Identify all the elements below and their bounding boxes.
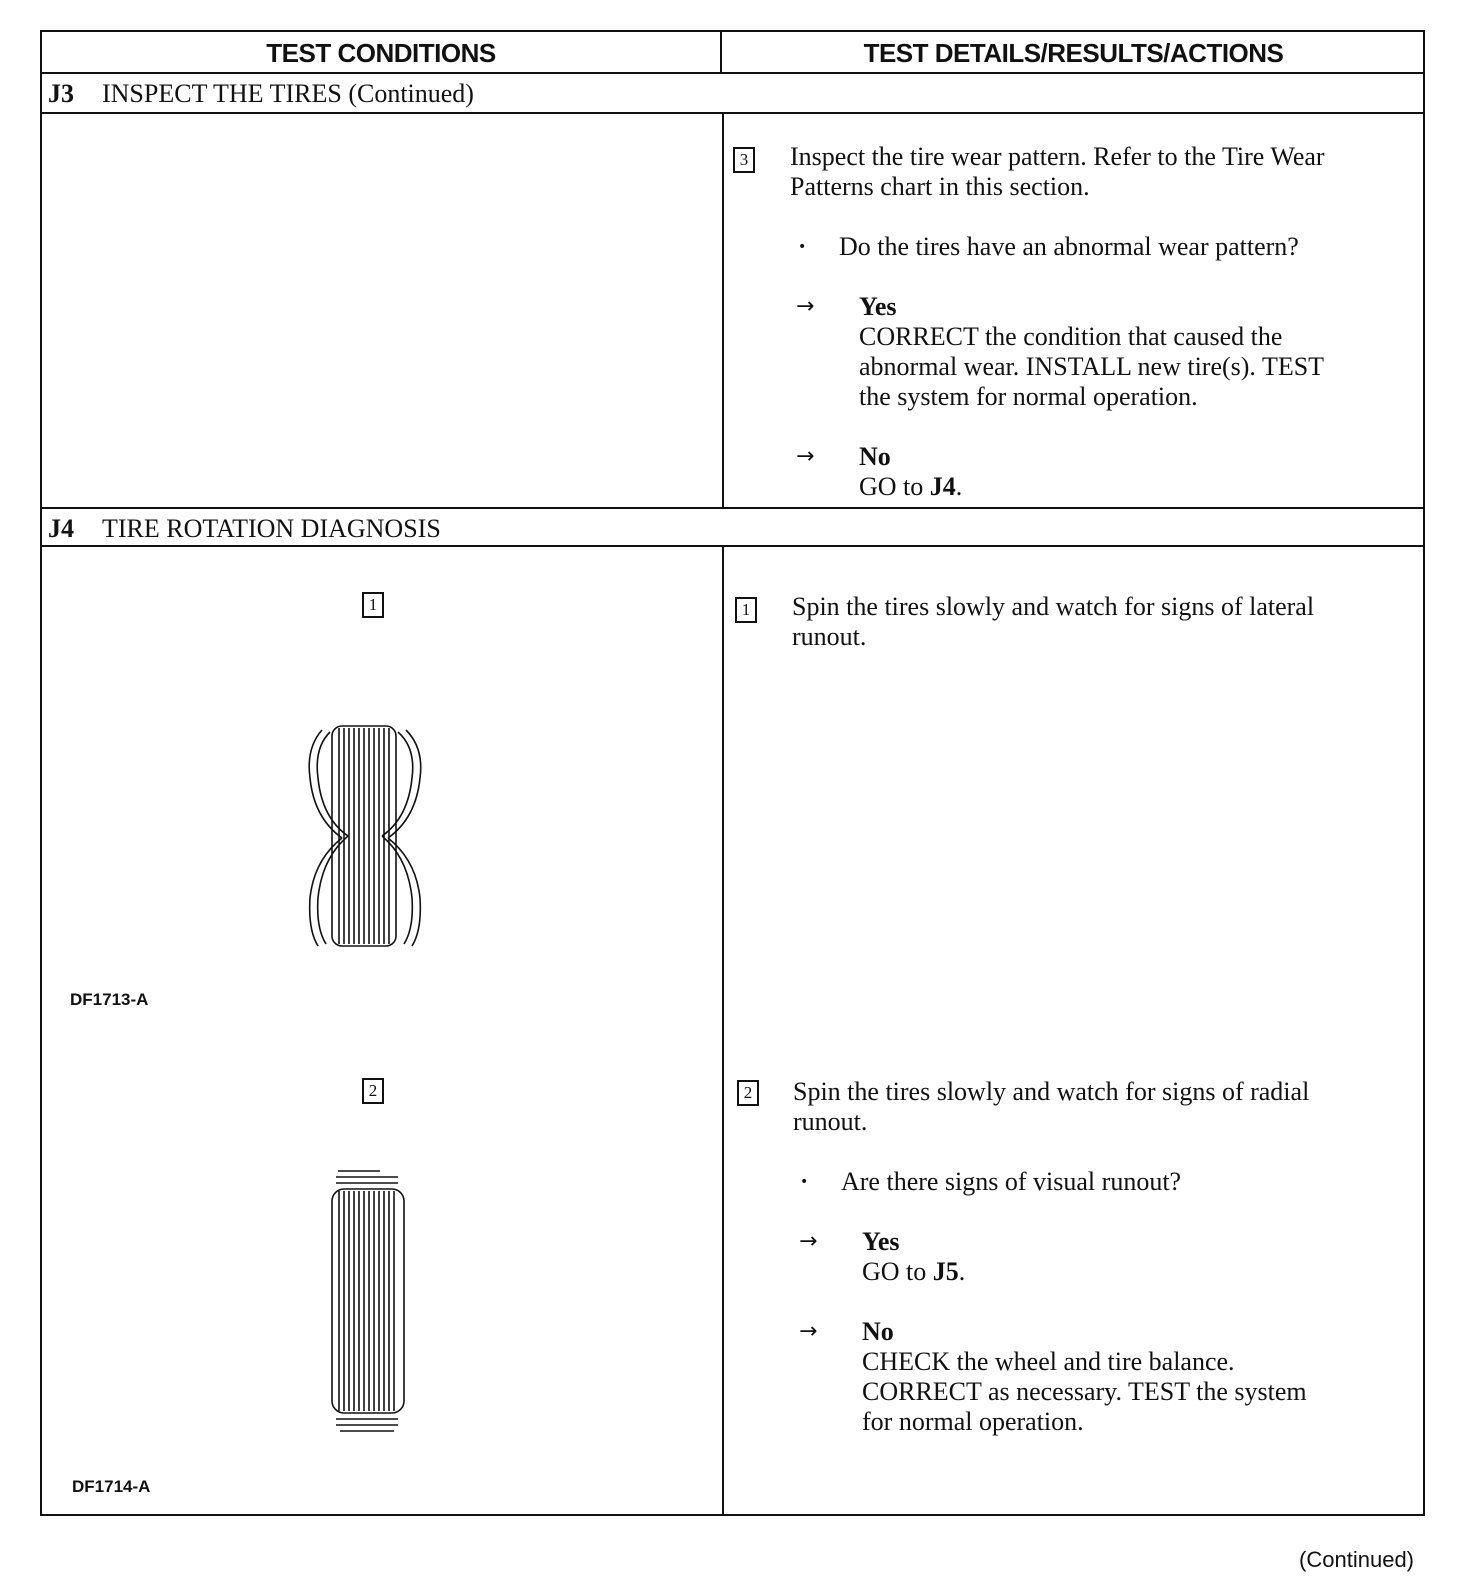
section-title: TIRE ROTATION DIAGNOSIS (102, 514, 441, 543)
step-number-box: 2 (737, 1080, 759, 1106)
header-test-conditions: TEST CONDITIONS (42, 32, 722, 74)
figure-label: DF1714-A (72, 1477, 151, 1496)
step-instruction: Spin the tires slowly and watch for signs of radial runout. (793, 1077, 1310, 1136)
step-question: Do the tires have an abnormal wear pattern? (839, 232, 1299, 261)
column-divider (722, 547, 724, 1514)
section-row-j4 (42, 507, 1423, 547)
yes-branch: Yes CORRECT the condition that caused the abnormal wear. INSTALL new tire(s). TEST the system for normal operation. (859, 292, 1325, 411)
no-branch: No CHECK the wheel and tire balance. CORRECT as necessary. TEST the system for normal operation. (862, 1317, 1307, 1436)
step-question: Are there signs of visual runout? (841, 1167, 1182, 1196)
no-branch: No GO to J4. (859, 442, 963, 501)
arrow-right-icon: → (799, 1229, 818, 1254)
section-title: INSPECT THE TIRES (Continued) (102, 79, 474, 108)
tire-lateral-runout-icon (304, 718, 432, 954)
section-id: J4 (48, 514, 74, 543)
yes-branch: Yes GO to J5. (862, 1227, 966, 1286)
tire-radial-runout-icon (324, 1167, 414, 1433)
step-instruction: Inspect the tire wear pattern. Refer to the Tire Wear Patterns chart in this section. (790, 142, 1325, 201)
step-number-box: 1 (735, 597, 757, 623)
arrow-right-icon: → (796, 294, 815, 319)
arrow-right-icon: → (799, 1319, 818, 1344)
continued-note: (Continued) (1299, 1547, 1414, 1572)
step-number-box: 3 (733, 147, 755, 173)
figure-number-box: 2 (362, 1078, 384, 1104)
figure-number-box: 1 (362, 592, 384, 618)
figure-label: DF1713-A (70, 990, 149, 1009)
step-instruction: Spin the tires slowly and watch for signs of lateral runout. (792, 592, 1315, 651)
column-divider (722, 114, 724, 507)
bullet-icon: • (798, 239, 807, 255)
section-id: J3 (48, 79, 74, 108)
diagnostic-table (40, 30, 1425, 1516)
section-row-j3 (42, 74, 1423, 114)
bullet-icon: • (800, 1174, 809, 1190)
arrow-right-icon: → (796, 444, 815, 469)
header-test-details: TEST DETAILS/RESULTS/ACTIONS (722, 32, 1425, 74)
